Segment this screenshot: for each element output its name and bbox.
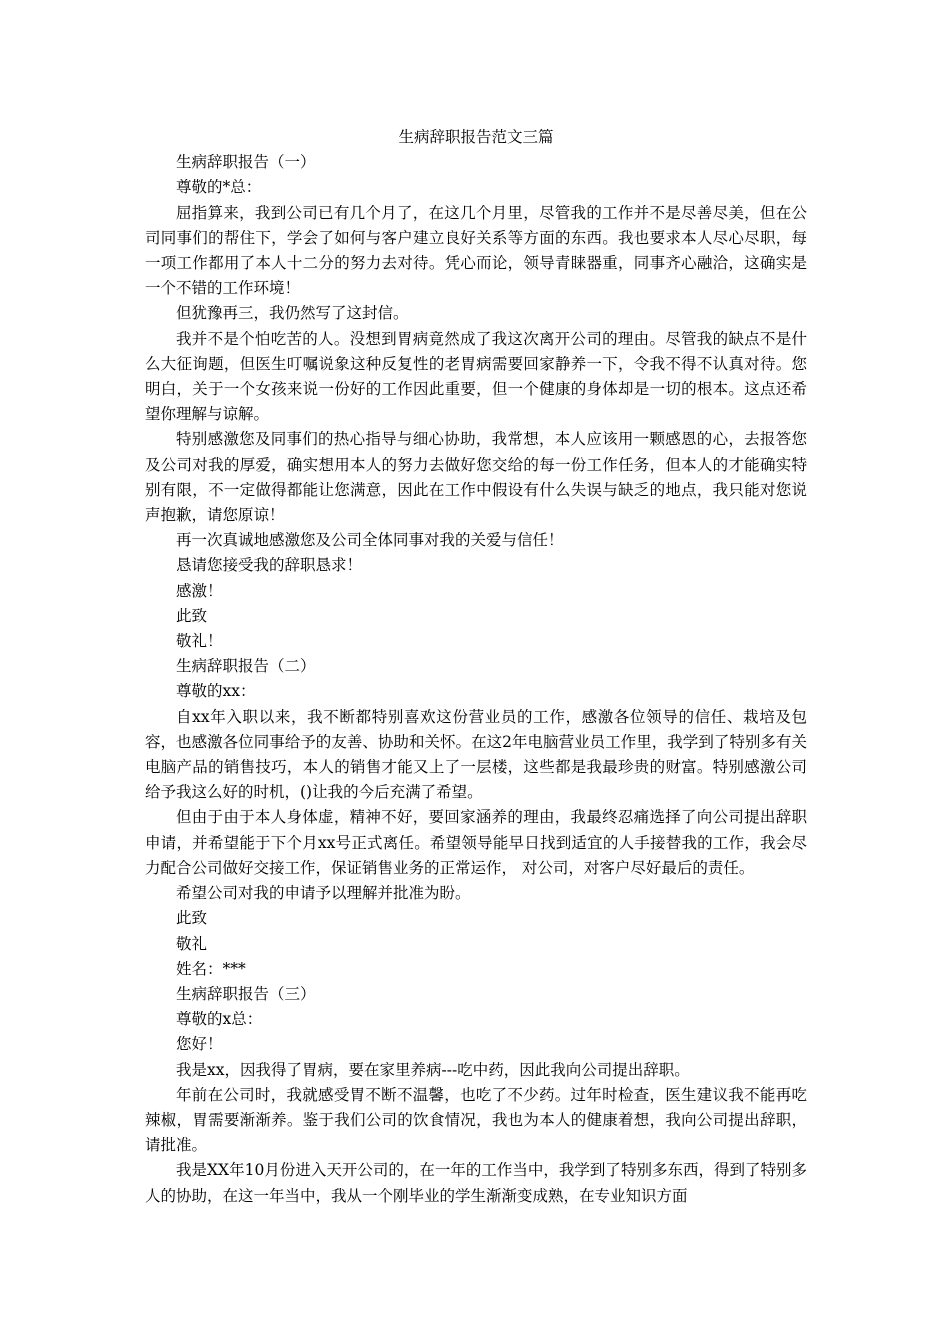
paragraph: 但由于由于本人身体虚，精神不好，要回家涵养的理由，我最终忍痛选择了向公司提出辞职申请，并希望能于下个月xx号正式离任。希望领导能早日找到适宜的人手接替我的工作，我会尽力配合公司做好交接工作，保证销售业务的正常运作， 对公司，对客户尽好最后的责任。 (145, 808, 807, 877)
section-heading-3: 生病辞职报告（三） (176, 984, 316, 1003)
paragraph: 特别感激您及同事们的热心指导与细心协助，我常想，本人应该用一颗感恩的心，去报答您及公司对我的厚爱，确实想用本人的努力去做好您交给的每一份工作任务，但本人的才能确实特别有限，不一定做得都能让您满意，因此在工作中假设有什么失误与缺乏的地点，我只能对您说声抱歉，请您原谅！ (145, 430, 807, 525)
closing-line: 此致 (176, 606, 208, 625)
paragraph: 我是xx，因我得了胃病，要在家里养病---吃中药，因此我向公司提出辞职。 (176, 1060, 690, 1079)
section-heading-1: 生病辞职报告（一） (176, 153, 316, 172)
greeting: 您好！ (176, 1035, 223, 1054)
paragraph: 再一次真诚地感激您及公司全体同事对我的关爱与信任！ (176, 531, 564, 550)
salutation: 尊敬的*总： (176, 178, 262, 197)
paragraph: 自xx年入职以来，我不断都特别喜欢这份营业员的工作，感激各位领导的信任、栽培及包容，也感激各位同事给予的友善、协助和关怀。在这2年电脑营业员工作里，我学到了特别多有关电脑产品的销售技巧，本人的销售才能又上了一层楼，这些都是我最珍贵的财富。特别感激公司给予我这么好的时机，()让我的今后充满了希望。 (145, 707, 807, 802)
paragraph: 年前在公司时，我就感受胃不断不温馨，也吃了不少药。过年时检查，医生建议我不能再吃辣椒，胃需要渐渐养。鉴于我们公司的饮食情况，我也为本人的健康着想，我向公司提出辞职，请批准。 (145, 1085, 807, 1155)
paragraph: 希望公司对我的申请予以理解并批准为盼。 (176, 884, 471, 903)
closing-line: 敬礼！ (176, 632, 223, 651)
signature-line: 姓名：*** (176, 959, 246, 978)
salutation: 尊敬的x总： (176, 1010, 263, 1029)
paragraph: 屈指算来，我到公司已有几个月了，在这几个月里，尽管我的工作并不是尽善尽美，但在公司同事们的帮住下，学会了如何与客户建立良好关系等方面的东西。我也要求本人尽心尽职，每一项工作都用了本人十二分的努力去对待。凭心而论，领导青睐器重，同事齐心融洽，这确实是一个不错的工作环境！ (145, 203, 807, 298)
salutation: 尊敬的xx： (176, 682, 256, 701)
closing-line: 感激！ (176, 581, 223, 600)
paragraph: 我并不是个怕吃苦的人。没想到胃病竟然成了我这次离开公司的理由。尽管我的缺点不是什么大征询题，但医生叮嘱说象这种反复性的老胃病需要回家静养一下，令我不得不认真对待。您明白，关于一个女孩来说一份好的工作因此重要，但一个健康的身体却是一切的根本。这点还希望你理解与谅解。 (145, 329, 807, 424)
document-page (145, 125, 807, 1209)
paragraph: 我是XX年10月份进入天开公司的，在一年的工作当中，我学到了特别多东西，得到了特别多人的协助，在这一年当中，我从一个刚毕业的学生渐渐变成熟，在专业知识方面 (145, 1161, 807, 1205)
document-title: 生病辞职报告范文三篇 (398, 128, 554, 146)
section-heading-2: 生病辞职报告（二） (176, 657, 316, 676)
paragraph: 恳请您接受我的辞职恳求！ (176, 556, 363, 575)
paragraph: 但犹豫再三，我仍然写了这封信。 (176, 304, 409, 323)
closing-line: 敬礼 (176, 934, 208, 953)
closing-line: 此致 (176, 909, 208, 928)
